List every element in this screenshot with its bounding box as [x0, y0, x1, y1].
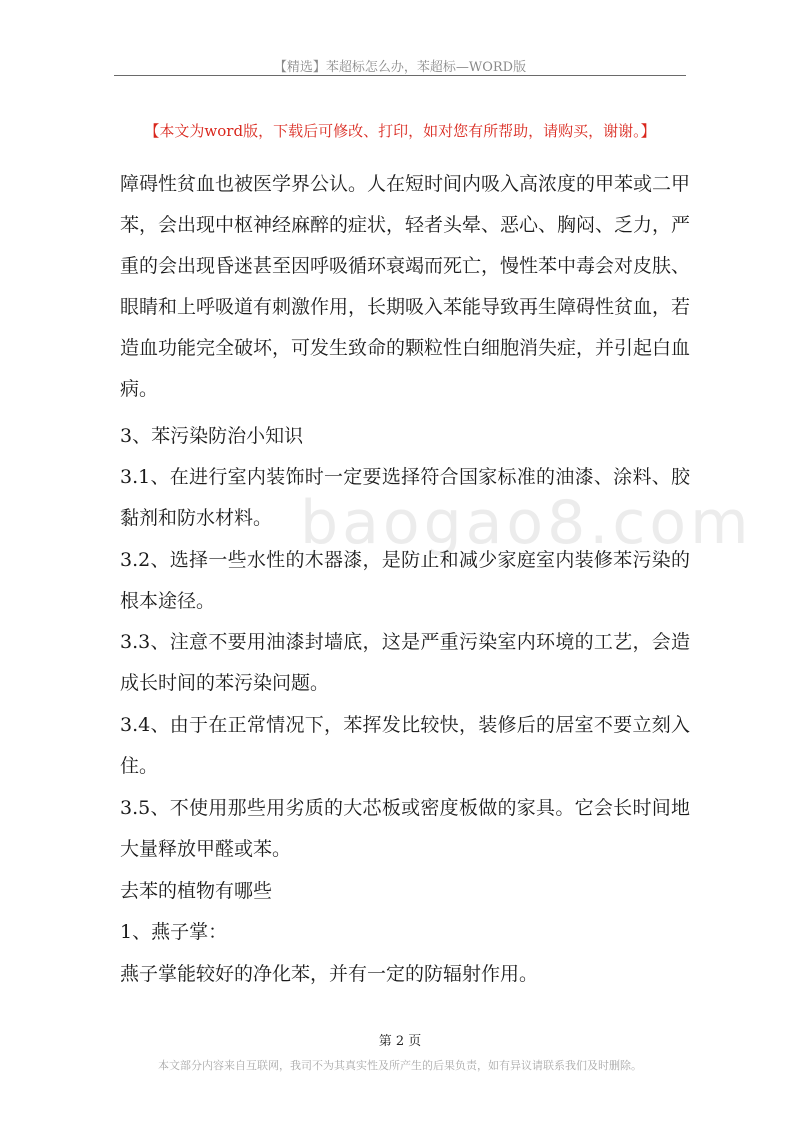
footer-disclaimer: 本文部分内容来自互联网，我司不为其真实性及所产生的后果负责，如有异议请联系我们及时删除。 — [158, 1059, 642, 1072]
subsection-heading: 1、燕子掌： — [120, 921, 228, 943]
body-line: 苯，会出现中枢神经麻醉的症状，轻者头晕、恶心、胸闷、乏力，严 — [120, 214, 691, 236]
list-item: 3.2、选择一些水性的木器漆，是防止和减少家庭室内装修苯污染的 — [120, 549, 690, 571]
list-item-continuation: 成长时间的苯污染问题。 — [120, 672, 330, 694]
body-line: 造血功能完全破坏，可发生致命的颗粒性白细胞消失症，并引起白血 — [120, 337, 691, 359]
list-item: 3.4、由于在正常情况下，苯挥发比较快，装修后的居室不要立刻入 — [120, 714, 690, 736]
body-line: 病。 — [120, 378, 159, 400]
body-line: 燕子掌能较好的净化苯，并有一定的防辐射作用。 — [120, 963, 539, 985]
list-item-continuation: 住。 — [120, 755, 159, 777]
body-line: 眼睛和上呼吸道有刺激作用，长期吸入苯能导致再生障碍性贫血，若 — [120, 296, 691, 318]
list-item: 3.1、在进行室内装饰时一定要选择符合国家标准的油漆、涂料、胶 — [120, 466, 690, 488]
list-item: 3.3、注意不要用油漆封墙底，这是严重污染室内环境的工艺，会造 — [120, 631, 690, 653]
download-notice: 【本文为word版，下载后可修改、打印，如对您有所帮助，请购买，谢谢。】 — [144, 122, 656, 140]
list-item-continuation: 黏剂和防水材料。 — [120, 507, 273, 529]
page-header-title: 【精选】苯超标怎么办，苯超标—WORD版 — [273, 60, 527, 75]
body-line: 障碍性贫血也被医学界公认。人在短时间内吸入高浓度的甲苯或二甲 — [120, 173, 691, 195]
section-heading: 3、苯污染防治小知识 — [120, 425, 304, 447]
header-divider — [114, 75, 686, 76]
section-heading: 去苯的植物有哪些 — [120, 880, 273, 902]
body-line: 重的会出现昏迷甚至因呼吸循环衰竭而死亡，慢性苯中毒会对皮肤、 — [120, 255, 691, 277]
list-item-continuation: 大量释放甲醛或苯。 — [120, 838, 292, 860]
list-item: 3.5、不使用那些用劣质的大芯板或密度板做的家具。它会长时间地 — [120, 797, 690, 819]
watermark: baogao8.com — [300, 488, 753, 558]
page-number: 第 2 页 — [378, 1034, 422, 1049]
list-item-continuation: 根本途径。 — [120, 590, 216, 612]
